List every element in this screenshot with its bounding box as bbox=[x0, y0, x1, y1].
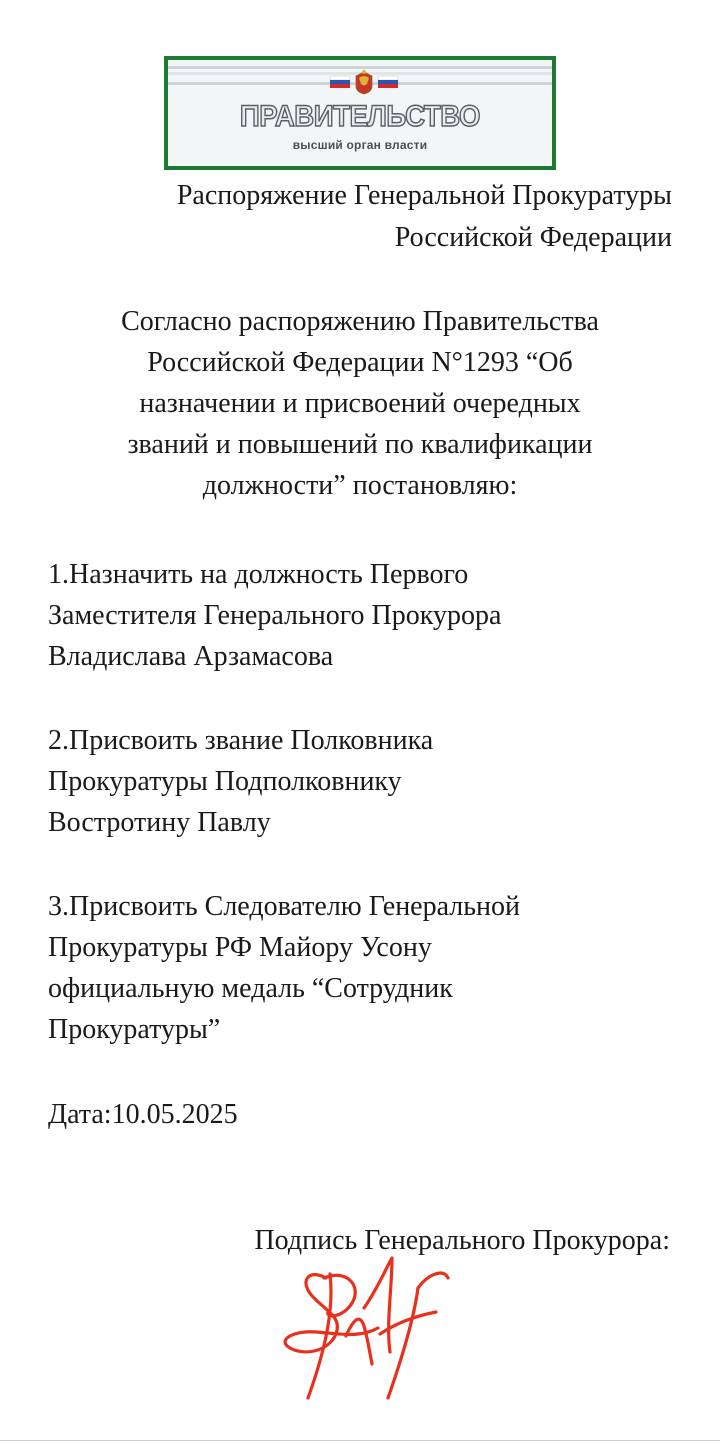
government-logo bbox=[164, 56, 556, 170]
logo-wordmark: ПРАВИТЕЛЬСТВО bbox=[239, 100, 481, 133]
order-item-2 bbox=[48, 720, 688, 843]
preamble-paragraph bbox=[40, 301, 680, 506]
document-date: Дата:10.05.2025 bbox=[48, 1099, 238, 1130]
handwritten-signature bbox=[268, 1248, 458, 1408]
header-line: Российской Федерации bbox=[394, 222, 672, 253]
order-item-line: 1.Назначить на должность Первого bbox=[48, 559, 469, 590]
logo-tagline: высший орган власти bbox=[292, 138, 428, 152]
order-item-line: Востротину Павлу bbox=[48, 807, 271, 838]
preamble-line: Российской Федерации N°1293 “Об bbox=[147, 347, 573, 378]
order-item-3 bbox=[48, 886, 688, 1050]
preamble-line: назначении и присвоений очередных bbox=[139, 388, 581, 419]
order-item-line: Прокуратуры Подполковнику bbox=[48, 766, 402, 797]
order-item-line: Прокуратуры” bbox=[48, 1014, 221, 1045]
order-item-line: Заместителя Генерального Прокурора bbox=[48, 600, 502, 631]
order-item-line: 3.Присвоить Следователю Генеральной bbox=[48, 891, 520, 922]
page-bottom-divider bbox=[0, 1440, 720, 1441]
order-item-line: Владислава Арзамасова bbox=[48, 641, 334, 672]
preamble-line: должности” постановляю: bbox=[202, 470, 518, 501]
header-line: Распоряжение Генеральной Прокуратуры bbox=[176, 180, 672, 211]
order-item-line: официальную медаль “Сотрудник bbox=[48, 973, 453, 1004]
preamble-line: Согласно распоряжению Правительства bbox=[121, 306, 599, 337]
order-item-line: 2.Присвоить звание Полковника bbox=[48, 725, 434, 756]
order-item-line: Прокуратуры РФ Майору Усону bbox=[48, 932, 432, 963]
coat-of-arms-icon bbox=[328, 68, 400, 96]
signature-label: Подпись Генерального Прокурора: bbox=[254, 1225, 670, 1256]
order-item-1 bbox=[48, 554, 688, 677]
document-header bbox=[32, 175, 672, 259]
preamble-line: званий и повышений по квалификации bbox=[127, 429, 593, 460]
